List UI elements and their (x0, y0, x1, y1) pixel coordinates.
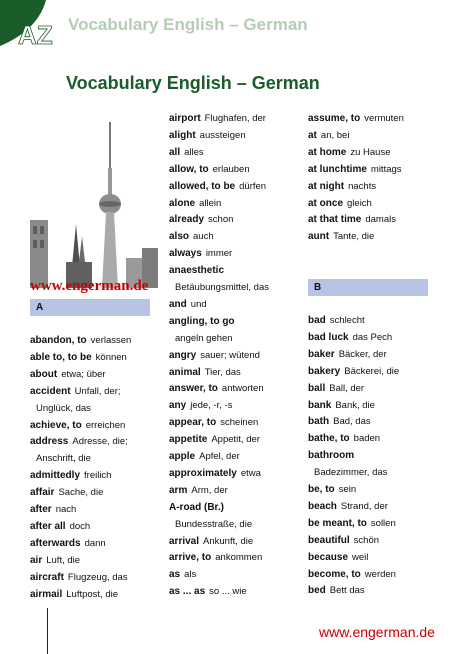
german-translation: mittags (370, 163, 402, 175)
english-term: approximately (169, 467, 237, 479)
german-translation: sein (338, 484, 357, 495)
german-translation: Bundesstraße, die (175, 518, 253, 530)
section-b-header: B (308, 279, 428, 296)
english-term: beautiful (308, 534, 350, 546)
german-translation: dürfen (239, 180, 267, 192)
german-translation: können (95, 351, 127, 363)
german-translation: Ankunft, die (203, 535, 254, 547)
english-term: at night (308, 180, 345, 192)
vocab-entry (169, 130, 246, 142)
english-term: bad (308, 315, 326, 326)
english-term: beach (308, 500, 337, 512)
english-term: animal (169, 366, 201, 378)
english-term: at that time (308, 214, 362, 226)
english-term: at lunchtime (308, 163, 367, 175)
german-translation: Strand, der (340, 500, 388, 512)
margin-line (47, 608, 48, 654)
english-term: any (169, 400, 187, 412)
german-translation: etwa; über (61, 368, 106, 380)
german-translation: jede, -r, -s (190, 400, 233, 412)
german-translation: schon (208, 214, 234, 226)
english-term: aunt (308, 231, 330, 243)
german-translation: so ... wie (209, 586, 247, 598)
english-term: air (30, 554, 43, 566)
english-term: bad luck (308, 331, 349, 343)
german-translation: damals (365, 214, 396, 226)
vocab-entry (30, 369, 106, 381)
german-translation: zu Hause (350, 146, 391, 158)
vocab-entry (308, 214, 396, 226)
vocab-entry (308, 198, 372, 210)
vocab-entry (30, 335, 131, 347)
german-translation: gleich (347, 197, 372, 209)
vocab-entry (169, 367, 241, 379)
vocab-entry (169, 316, 235, 328)
vocab-entry (30, 386, 121, 398)
english-term: after all (30, 520, 66, 532)
english-term: afterwards (30, 537, 81, 549)
english-term: bakery (308, 365, 341, 377)
german-translation: aussteigen (199, 129, 246, 141)
english-term: angry (169, 349, 197, 361)
vocab-entry (169, 147, 204, 159)
vocab-entry (30, 504, 76, 516)
german-translation: Bad, das (333, 416, 371, 428)
german-translation: Badezimmer, das (314, 467, 388, 479)
vocab-entry (169, 265, 224, 277)
vocab-entry (30, 487, 103, 499)
vocab-entry (169, 502, 224, 514)
section-a-header: A (30, 299, 150, 316)
german-translation: Adresse, die; (72, 436, 128, 448)
english-term: arm (169, 484, 188, 496)
english-term: bathroom (308, 450, 355, 462)
vocab-entry (30, 589, 118, 601)
vocab-entry (30, 436, 128, 448)
vocab-entry (30, 453, 91, 465)
vocab-entry (308, 416, 371, 428)
german-translation: das Pech (352, 331, 393, 343)
english-term: at (308, 129, 317, 141)
english-term: all (169, 146, 181, 158)
english-term: bed (308, 585, 326, 597)
vocab-entry (308, 433, 380, 445)
german-translation: freilich (84, 470, 112, 482)
german-translation: doch (69, 520, 91, 532)
vocab-entry (30, 521, 90, 533)
german-translation: Betäubungsmittel, das (175, 282, 270, 293)
vocab-entry (308, 181, 376, 193)
vocab-entry (169, 434, 260, 446)
vocab-entry (308, 113, 404, 125)
vocab-entry (308, 585, 365, 597)
german-translation: erreichen (85, 419, 126, 431)
english-term: already (169, 214, 205, 226)
english-term: able to, to be (30, 351, 92, 363)
english-term: alight (169, 129, 196, 141)
english-term: bathe, to (308, 433, 350, 445)
german-translation: Unfall, der; (74, 385, 121, 397)
vocab-entry (169, 164, 250, 176)
english-term: accident (30, 385, 71, 397)
vocab-entry (308, 349, 387, 361)
german-translation: Apfel, der (199, 451, 240, 462)
german-translation: an, bei (320, 129, 350, 141)
english-term: bath (308, 416, 330, 428)
english-term: after (30, 504, 52, 515)
english-term: affair (30, 487, 55, 499)
vocab-entry (169, 282, 269, 294)
german-translation: Anschrift, die (36, 453, 91, 465)
german-translation: Luft, die (46, 554, 81, 566)
german-translation: Bäckerei, die (344, 365, 400, 377)
vocab-entry (308, 552, 368, 564)
german-translation: schlecht (329, 315, 365, 326)
english-term: abandon, to (30, 335, 87, 346)
vocab-entry (169, 519, 252, 531)
english-term: bank (308, 399, 332, 411)
vocab-entry (169, 485, 228, 497)
vocab-entry (308, 130, 349, 142)
vocab-entry (308, 467, 387, 479)
german-translation: vermuten (364, 113, 404, 124)
berlin-tv-tower-image (30, 112, 158, 288)
german-translation: Arm, der (191, 484, 228, 496)
vocab-entry (308, 450, 354, 462)
vocab-entry (169, 248, 232, 260)
vocab-entry (308, 569, 396, 581)
german-translation: etwa (240, 467, 261, 479)
english-term: airmail (30, 588, 63, 600)
german-translation: auch (193, 231, 214, 243)
german-translation: Ball, der (329, 382, 365, 394)
vocab-entry (308, 383, 364, 395)
german-translation: scheinen (220, 417, 259, 429)
vocab-entry (169, 417, 258, 429)
english-term: at once (308, 197, 344, 209)
german-translation: antworten (221, 383, 264, 395)
german-translation: Luftpost, die (66, 588, 119, 600)
vocab-entry (30, 555, 80, 567)
english-term: angling, to go (169, 315, 235, 327)
vocab-entry (308, 400, 375, 412)
german-translation: Tante, die (333, 231, 375, 243)
page-title: Vocabulary English – German (66, 73, 320, 93)
german-translation: erlauben (212, 163, 250, 175)
german-translation: angeln gehen (175, 332, 233, 344)
english-term: alone (169, 197, 196, 209)
english-term: become, to (308, 568, 361, 580)
english-term: at home (308, 146, 347, 158)
german-translation: ankommen (215, 552, 263, 564)
vocab-entry (169, 181, 266, 193)
german-translation: Flughafen, der (204, 113, 266, 124)
english-term: address (30, 436, 69, 448)
english-term: be meant, to (308, 517, 367, 529)
german-translation: sauer; wütend (200, 349, 260, 361)
german-translation: nachts (348, 180, 377, 192)
german-translation: baden (353, 433, 381, 445)
vocab-entry (30, 403, 91, 415)
vocab-entry (308, 366, 399, 378)
english-term: always (169, 248, 202, 260)
german-translation: nach (55, 504, 77, 515)
german-translation: Bäcker, der (338, 348, 387, 360)
vocab-entry (169, 569, 196, 581)
english-term: be, to (308, 484, 335, 495)
vocab-entry (30, 470, 111, 482)
english-term: baker (308, 348, 335, 360)
vocab-entry (169, 451, 240, 463)
english-term: also (169, 231, 190, 243)
german-translation: schön (353, 534, 380, 546)
german-translation: und (190, 298, 207, 310)
vocab-entry (308, 535, 379, 547)
vocab-entry (169, 552, 262, 564)
english-term: airport (169, 113, 201, 124)
english-term: aircraft (30, 571, 64, 583)
vocab-entry (308, 518, 396, 530)
vocab-entry (308, 484, 356, 496)
german-translation: verlassen (90, 335, 132, 346)
german-translation: Bank, die (335, 399, 375, 411)
vocab-entry (169, 536, 253, 548)
vocab-entry (30, 352, 127, 364)
vocab-entry (169, 113, 266, 125)
german-translation: werden (364, 568, 396, 580)
vocab-entry (308, 147, 390, 159)
english-term: ball (308, 382, 326, 394)
vocab-entry (30, 538, 106, 550)
vocab-entry (308, 332, 392, 344)
header-title: Vocabulary English – German (68, 15, 308, 34)
vocab-entry (308, 315, 365, 327)
az-logo-icon (0, 0, 62, 50)
vocab-entry (169, 586, 247, 598)
vocab-entry (169, 333, 233, 345)
english-term: appetite (169, 434, 208, 446)
english-term: allow, to (169, 163, 209, 175)
german-translation: alles (184, 146, 204, 158)
english-term: as (169, 569, 181, 581)
german-translation: Unglück, das (36, 402, 91, 414)
vocab-entry (169, 231, 214, 243)
vocab-entry (308, 164, 402, 176)
german-translation: immer (205, 248, 233, 260)
english-term: about (30, 368, 58, 380)
german-translation: Flugzeug, das (67, 571, 128, 583)
english-term: assume, to (308, 113, 361, 124)
vocab-entry (169, 468, 261, 480)
vocab-entry (30, 572, 128, 584)
german-translation: Appetit, der (211, 434, 260, 446)
vocab-entry (169, 299, 207, 311)
vocab-entry (308, 231, 374, 243)
english-term: because (308, 551, 349, 563)
website-url-bottom[interactable]: www.engerman.de (319, 624, 435, 640)
german-translation: sollen (370, 517, 396, 529)
english-term: arrival (169, 535, 200, 547)
english-term: as ... as (169, 586, 206, 598)
german-translation: als (184, 569, 197, 581)
vocab-entry (308, 501, 388, 513)
vocab-entry (169, 400, 232, 412)
vocab-entry (169, 198, 221, 210)
english-term: admittedly (30, 470, 81, 482)
website-url-top[interactable]: www.engerman.de (30, 278, 149, 294)
logo-text: AZ (18, 20, 53, 50)
english-term: anaesthetic (169, 265, 225, 277)
german-translation: Tier, das (204, 366, 241, 378)
german-translation: Sache, die (58, 487, 104, 499)
german-translation: Bett das (329, 585, 365, 597)
english-term: appear, to (169, 417, 217, 429)
english-term: apple (169, 451, 196, 462)
english-term: A-road (Br.) (169, 501, 224, 513)
english-term: answer, to (169, 383, 218, 395)
vocab-entry (169, 214, 233, 226)
english-term: and (169, 298, 187, 310)
vocab-entry (169, 350, 260, 362)
german-translation: weil (352, 551, 369, 563)
english-term: achieve, to (30, 419, 82, 431)
german-translation: allein (199, 197, 222, 209)
english-term: allowed, to be (169, 180, 236, 192)
english-term: arrive, to (169, 552, 212, 564)
vocab-entry (169, 383, 264, 395)
german-translation: dann (84, 537, 106, 549)
vocab-entry (30, 420, 125, 432)
